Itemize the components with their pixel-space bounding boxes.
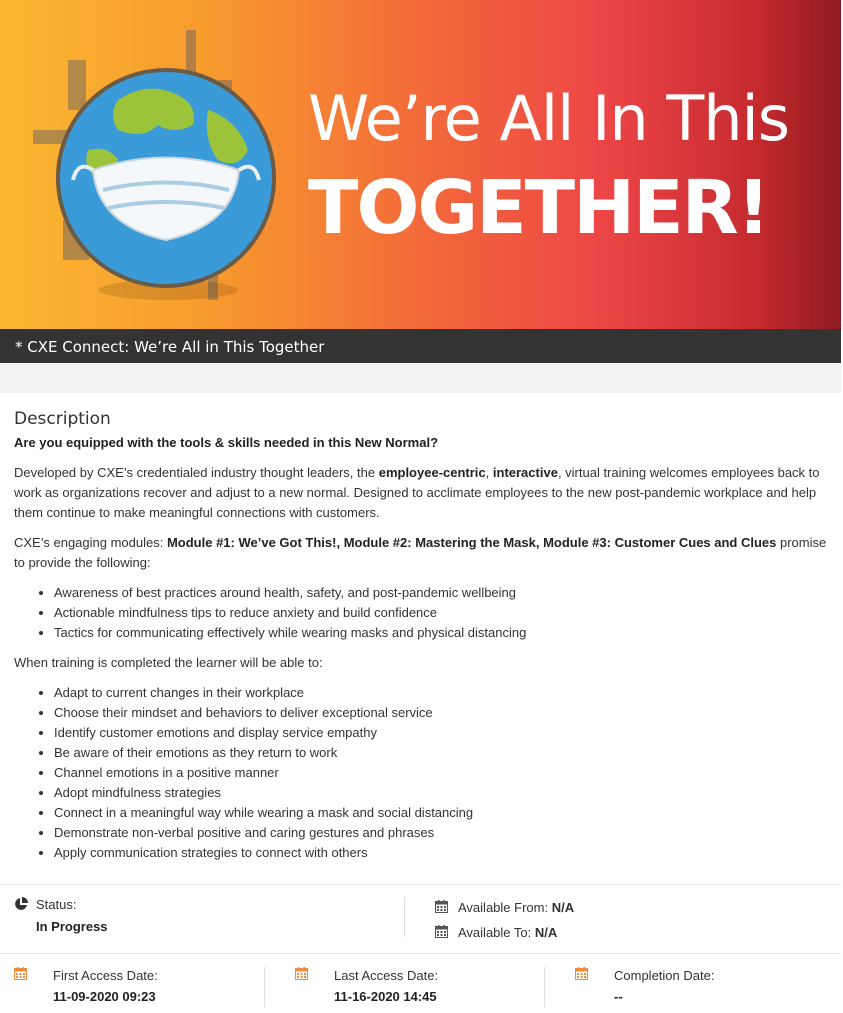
available-to-label: Available To: xyxy=(458,925,535,940)
list-item: • Tactics for communicating effectively while wearing masks and physical distancing xyxy=(54,623,829,643)
available-from xyxy=(458,900,574,915)
banner-headline-line2: TOGETHER! xyxy=(308,165,769,251)
access-dates-row xyxy=(0,955,841,1013)
list-item: • Choose their mindset and behaviors to deliver exceptional service xyxy=(54,703,829,723)
list-item: • Adapt to current changes in their workplace xyxy=(54,683,829,703)
course-title-bar xyxy=(0,329,841,363)
completion-date-label: Completion Date: xyxy=(614,968,715,983)
description-heading: Description xyxy=(14,409,111,429)
para2-text-c: promise to provide the following: xyxy=(14,535,827,570)
column-divider xyxy=(404,897,405,937)
first-access-label: First Access Date: xyxy=(53,968,158,983)
calendar-icon xyxy=(435,925,448,938)
first-access-value: 11-09-2020 09:23 xyxy=(53,989,156,1004)
list-item: • Actionable mindfulness tips to reduce anxiety and build confidence xyxy=(54,603,829,623)
list-item: • Identify customer emotions and display service empathy xyxy=(54,723,829,743)
calendar-icon xyxy=(14,967,27,980)
para1-bold-employee-centric: employee-centric xyxy=(378,465,486,480)
para1-bold-interactive: interactive xyxy=(492,465,558,480)
pie-chart-icon xyxy=(14,897,28,911)
list-item: • Channel emotions in a positive manner xyxy=(54,763,829,783)
status-value: In Progress xyxy=(36,919,108,934)
globe-mask-illustration xyxy=(8,20,308,320)
last-access-value: 11-16-2020 14:45 xyxy=(334,989,437,1004)
benefits-list xyxy=(54,583,829,643)
para1-text-a: Developed by CXE’s credentialed industry thought leaders, the xyxy=(14,465,379,480)
list-item: • Adopt mindfulness strategies xyxy=(54,783,829,803)
status-availability-row xyxy=(0,884,841,954)
para2-text-a: CXE’s engaging modules: xyxy=(14,535,167,550)
course-banner xyxy=(0,0,841,329)
available-to-value: N/A xyxy=(534,925,558,940)
status-label: Status: xyxy=(36,897,77,912)
description-section xyxy=(0,393,843,881)
para2-bold-modules: Module #1: We’ve Got This!, Module #2: Mastering the Mask, Module #3: Customer Cues and Clues xyxy=(166,535,777,550)
outcomes-list xyxy=(54,683,829,863)
outcomes-intro: When training is completed the learner will be able to: xyxy=(14,655,323,670)
calendar-icon xyxy=(295,967,308,980)
column-divider xyxy=(544,967,545,1007)
para1-text-c: , xyxy=(485,465,493,480)
last-access-label: Last Access Date: xyxy=(334,968,439,983)
list-item: • Apply communication strategies to connect with others xyxy=(54,843,829,863)
list-item: • Awareness of best practices around health, safety, and post-pandemic wellbeing xyxy=(54,583,829,603)
para1-text-e: , virtual training welcomes employees back to work as organizations recover and adjust to a new normal. Designed to acclimate employees to the new post-pandemic workplace and help them continue to make meaningful connections with customers. xyxy=(14,465,820,520)
intro-question xyxy=(14,433,829,453)
calendar-icon xyxy=(575,967,588,980)
column-divider xyxy=(264,967,265,1007)
list-item: • Be aware of their emotions as they return to work xyxy=(54,743,829,763)
separator-strip xyxy=(0,363,841,393)
course-title: * CXE Connect: We’re All in This Together xyxy=(15,338,325,356)
description-paragraph-1 xyxy=(14,463,829,523)
banner-headline-line1: We’re All In This xyxy=(308,82,790,155)
intro-question-text: Are you equipped with the tools & skills needed in this New Normal? xyxy=(14,435,439,450)
list-item: • Connect in a meaningful way while wearing a mask and social distancing xyxy=(54,803,829,823)
calendar-icon xyxy=(435,900,448,913)
available-from-value: N/A xyxy=(551,900,575,915)
available-from-label: Available From: xyxy=(458,900,552,915)
list-item: • Demonstrate non-verbal positive and caring gestures and phrases xyxy=(54,823,829,843)
description-paragraph-2 xyxy=(14,533,829,573)
available-to xyxy=(458,925,557,940)
completion-date-value: -- xyxy=(614,989,623,1004)
